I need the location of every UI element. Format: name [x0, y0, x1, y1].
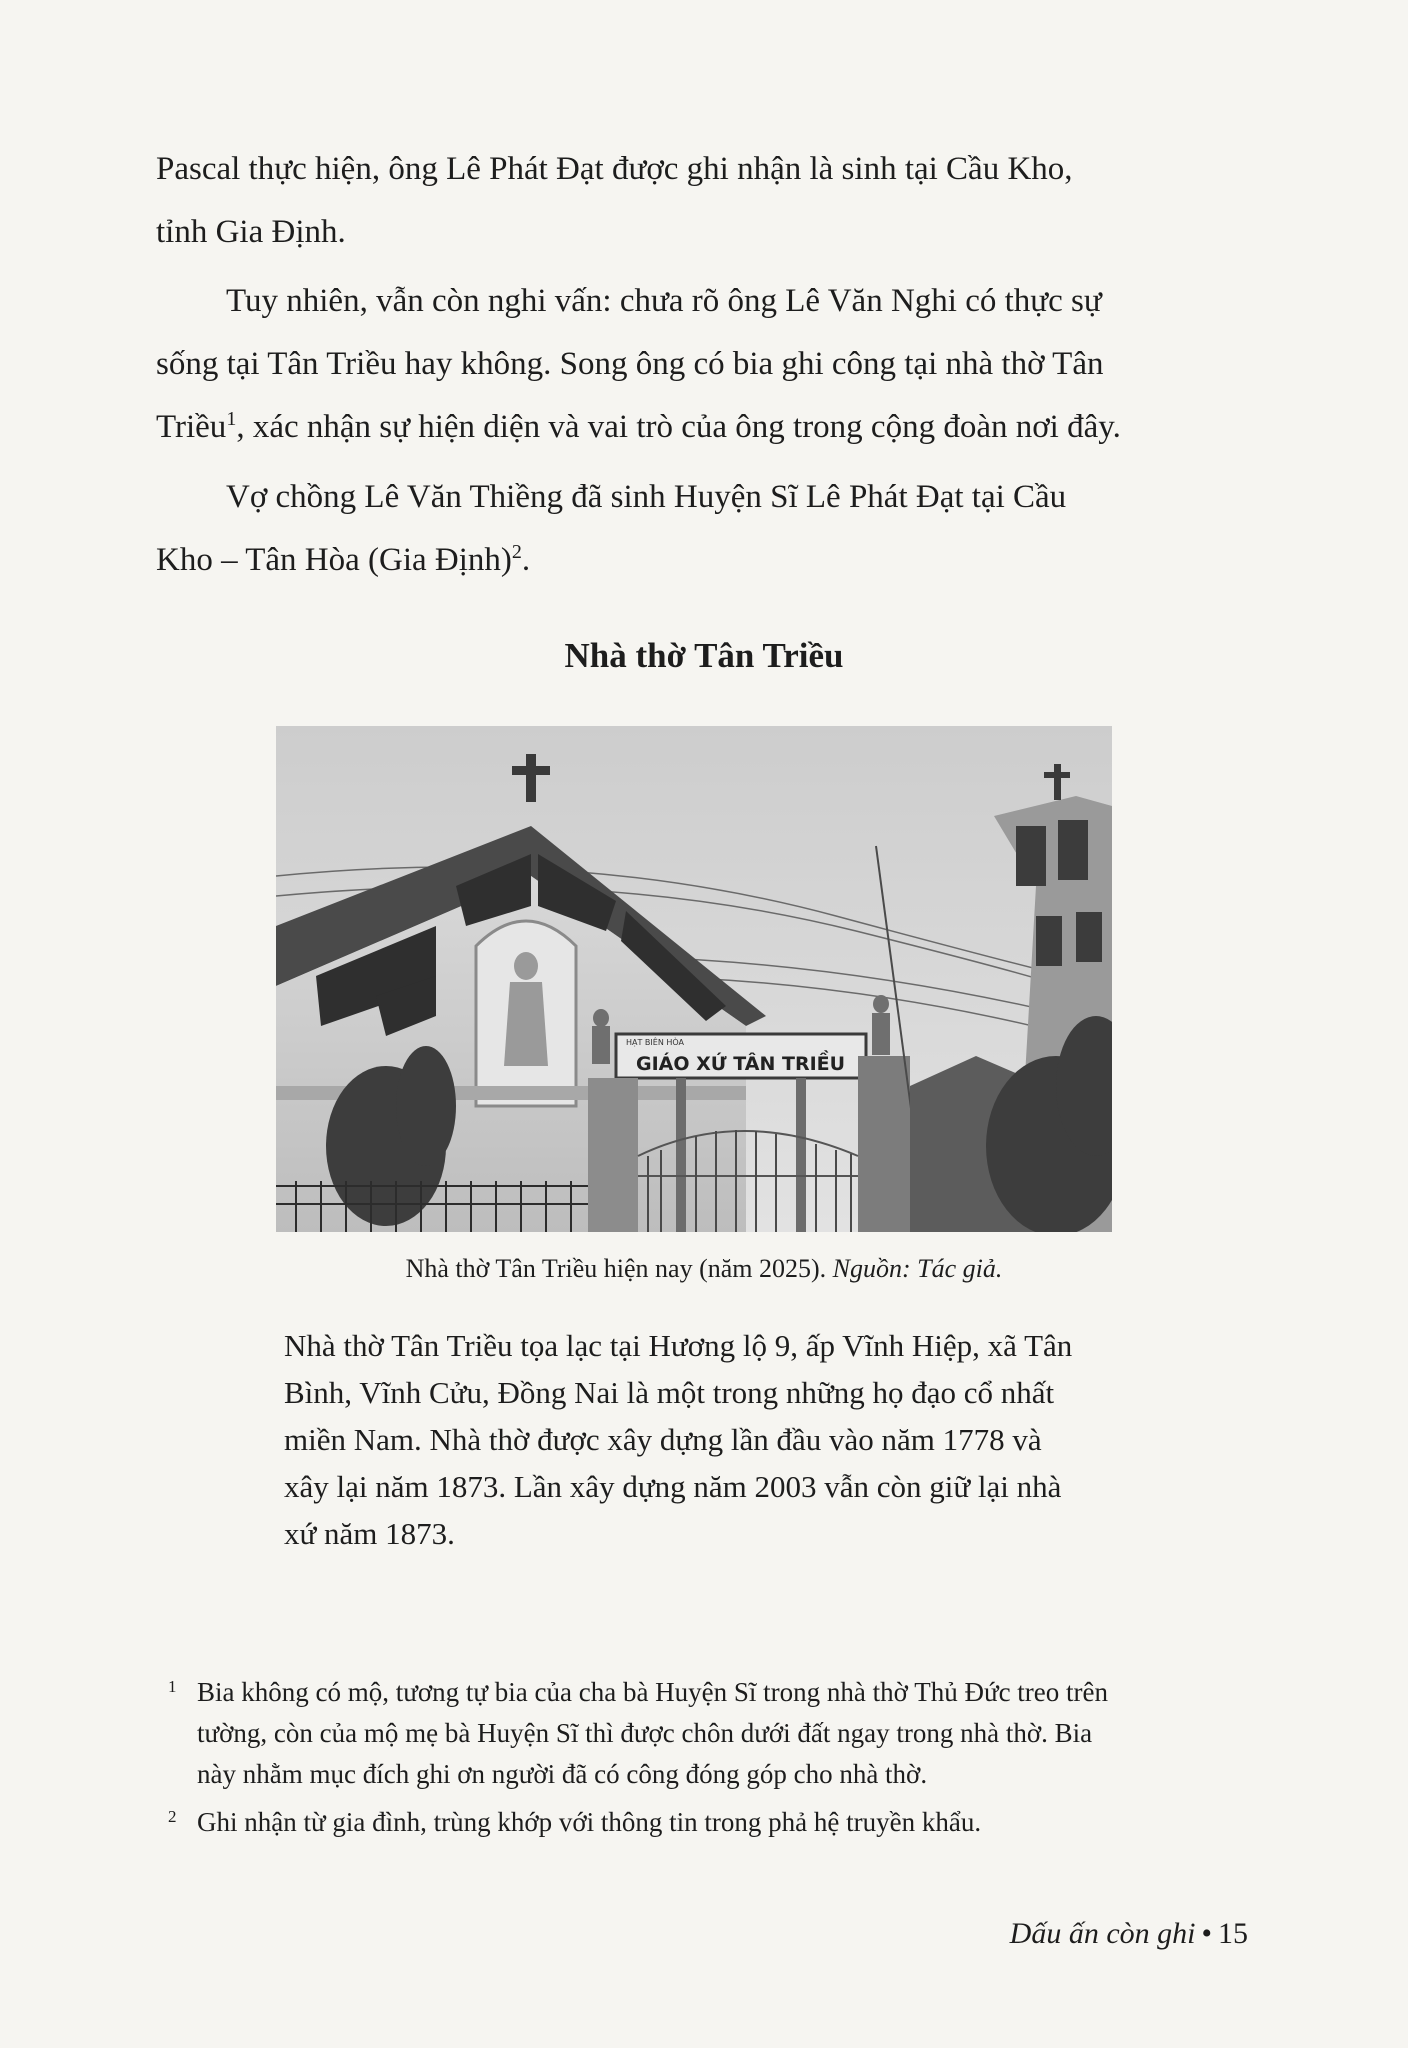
footnote-1-line-2: tường, còn của mộ mẹ bà Huyện Sĩ thì được chôn dưới đất ngay trong nhà thờ. Bia: [197, 1718, 1093, 1748]
paragraph-2-line-3-start: Triều: [156, 409, 227, 445]
church-info-line-2: Bình, Vĩnh Cửu, Đồng Nai là một trong những họ đạo cổ nhất: [284, 1375, 1055, 1410]
paragraph-3-line-2-start: Kho – Tân Hòa (Gia Định): [156, 542, 512, 578]
paragraph-1-line-1: Pascal thực hiện, ông Lê Phát Đạt được ghi nhận là sinh tại Cầu Kho,: [156, 151, 1073, 187]
footer-bullet: •: [1201, 1917, 1212, 1950]
church-info-line-1: Nhà thờ Tân Triều tọa lạc tại Hương lộ 9, ấp Vĩnh Hiệp, xã Tân: [284, 1328, 1073, 1363]
footnote-2-body: [197, 1802, 981, 1843]
footnote-1-body: [197, 1672, 1108, 1795]
paragraph-2-line-1: [156, 270, 1224, 333]
footnote-ref-2: 2: [511, 541, 522, 563]
paragraph-3-line-2: [156, 529, 1224, 592]
church-info-line-3: miền Nam. Nhà thờ được xây dựng lần đầu vào năm 1778 và: [284, 1422, 1042, 1457]
paragraph-3-line-1-text: Vợ chồng Lê Văn Thiềng đã sinh Huyện Sĩ Lê Phát Đạt tại Cầu: [226, 479, 1067, 515]
church-photo: [276, 726, 1112, 1232]
paragraph-2-line-3-end: , xác nhận sự hiện diện và vai trò của ông trong cộng đoàn nơi đây.: [236, 409, 1121, 445]
book-title: Dấu ấn còn ghi: [1009, 1917, 1196, 1950]
running-footer: [1010, 1917, 1248, 1951]
figure-caption: [0, 1254, 1408, 1284]
paragraph-2: [156, 270, 1224, 459]
gate-sign: [616, 1034, 866, 1078]
paragraph-2-line-3: [156, 396, 1224, 459]
page-number: 15: [1218, 1917, 1248, 1950]
figure-caption-text: Nhà thờ Tân Triều hiện nay (năm 2025).: [405, 1254, 833, 1283]
church-info-line-5: xứ năm 1873.: [284, 1516, 455, 1551]
paragraph-3-line-1: [156, 466, 1224, 529]
gate-sign-text: GIÁO XỨ TÂN TRIỀU: [636, 1053, 846, 1075]
footnote-ref-1: 1: [226, 408, 237, 430]
paragraph-2-line-1-text: Tuy nhiên, vẫn còn nghi vấn: chưa rõ ông Lê Văn Nghi có thực sự: [226, 283, 1102, 319]
paragraph-1-line-2: tỉnh Gia Định.: [156, 214, 346, 250]
paragraph-3: [156, 466, 1224, 592]
footnote-1-number: 1: [168, 1677, 177, 1696]
gate-sign-small-text: HẠT BIÊN HÒA: [626, 1038, 684, 1047]
church-photo-illustration: [276, 726, 1112, 1232]
footnote-2-number: 2: [168, 1807, 177, 1826]
footnote-1-line-3: này nhằm mục đích ghi ơn người đã có công đóng góp cho nhà thờ.: [197, 1759, 928, 1789]
church-info-line-4: xây lại năm 1873. Lần xây dựng năm 2003 vẫn còn giữ lại nhà: [284, 1469, 1062, 1504]
footnote-2-line-1: Ghi nhận từ gia đình, trùng khớp với thông tin trong phả hệ truyền khẩu.: [197, 1807, 982, 1837]
paragraph-2-line-2: sống tại Tân Triều hay không. Song ông có bia ghi công tại nhà thờ Tân: [156, 346, 1104, 382]
figure-caption-source: Nguồn: Tác giả.: [832, 1254, 1003, 1283]
footnote-1-line-1: Bia không có mộ, tương tự bia của cha bà Huyện Sĩ trong nhà thờ Thủ Đức treo trên: [197, 1677, 1109, 1707]
paragraph-1: [156, 138, 1224, 264]
church-info-paragraph: [284, 1322, 1108, 1557]
figure-heading: Nhà thờ Tân Triều: [564, 636, 844, 675]
paragraph-3-line-2-end: .: [521, 542, 531, 578]
